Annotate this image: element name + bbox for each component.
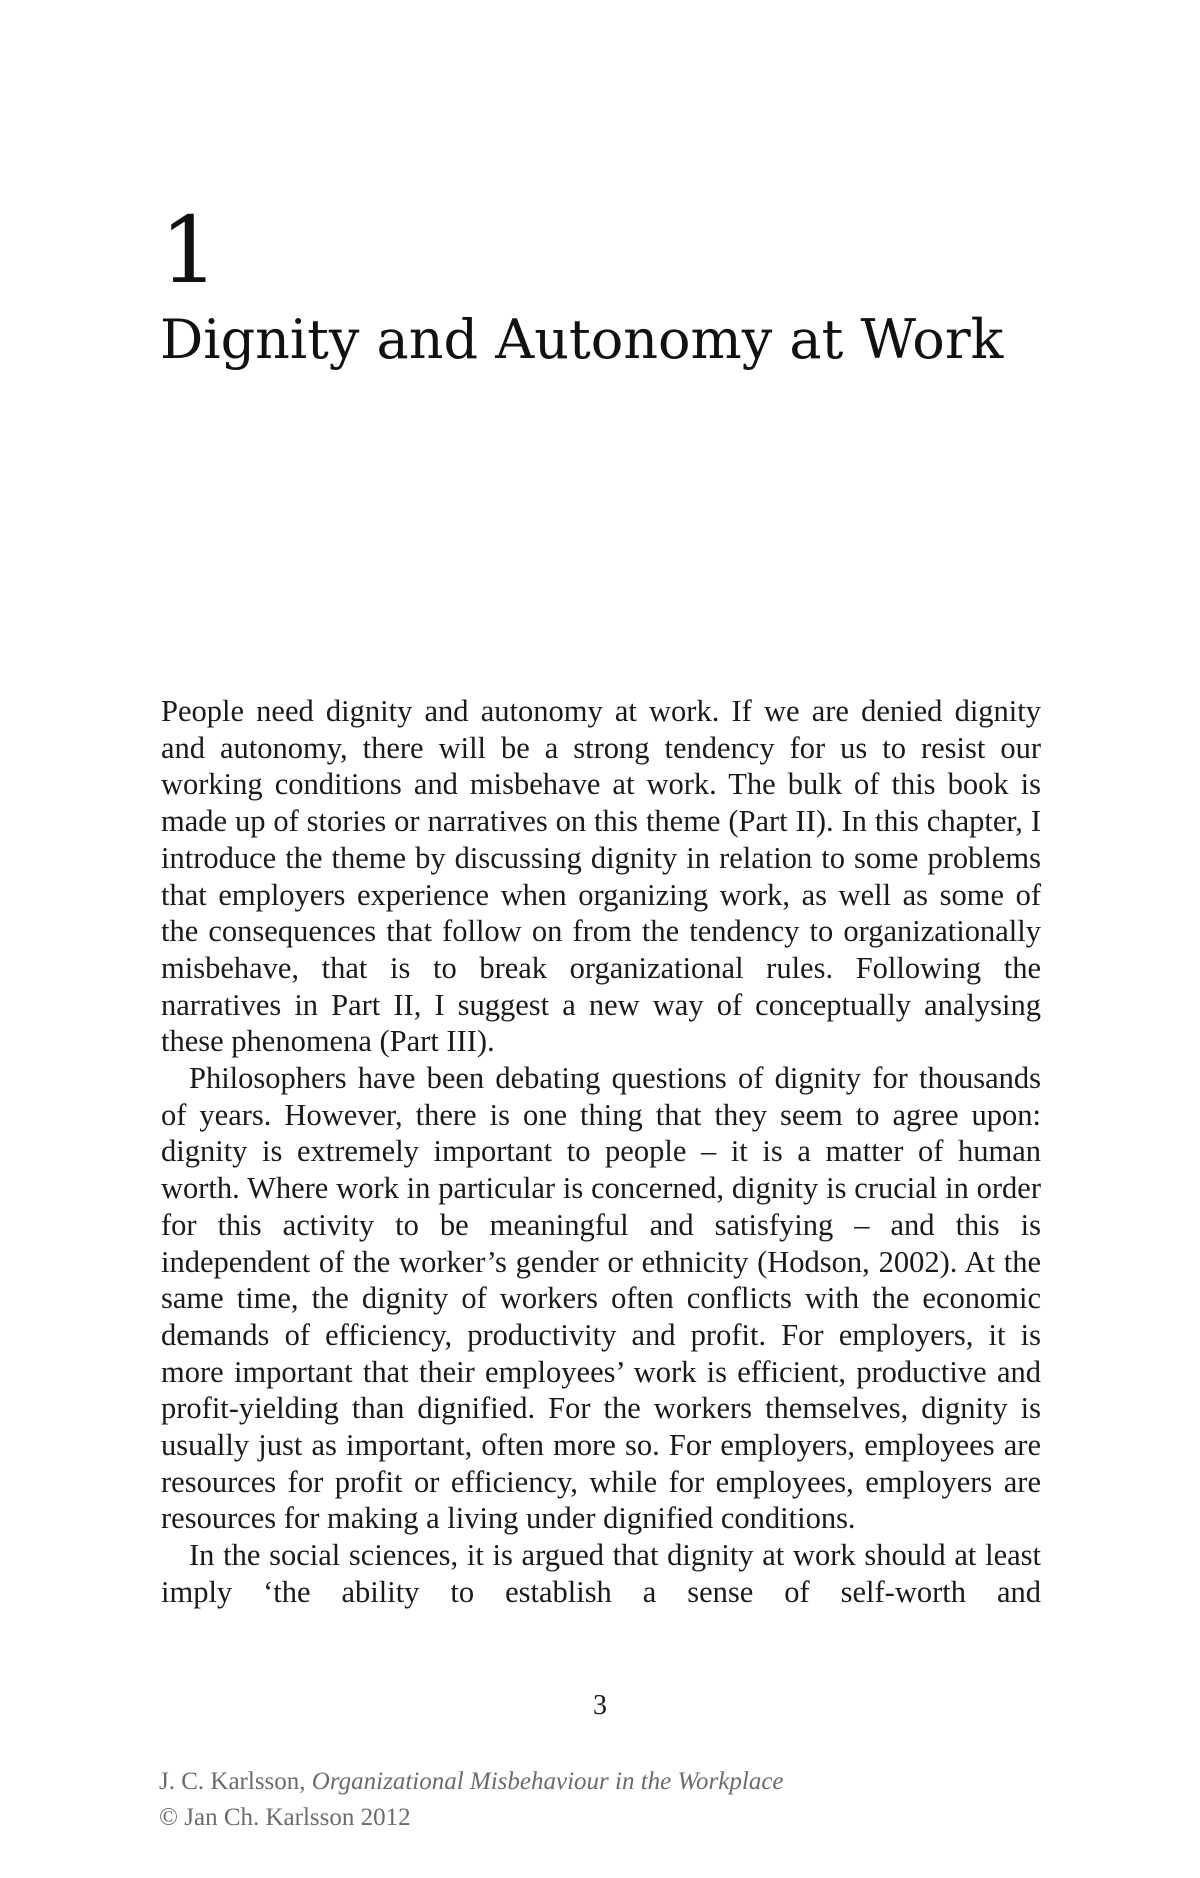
paragraph: In the social sciences, it is argued that dignity at work should at least imply ‘the ability to establish a sense of self-worth and — [161, 1538, 1041, 1609]
paragraph: People need dignity and autonomy at work. If we are denied dignity and autonomy, there will be a strong tendency for us to resist our working conditions and misbehave at work. The bulk of this book is made up of stories or narratives on this theme (Part II). In this chapter, I introduce the theme by discussing dignity in relation to some problems that employers experience when organizing work, as well as some of the consequences that follow on from the tendency to organizationally misbehave, that is to break organizational rules. Following the narratives in Part II, I suggest a new way of conceptually analysing these phenomena (Part III). — [161, 694, 1041, 1059]
footer-book-title: Organizational Misbehaviour in the Workplace — [311, 1768, 784, 1795]
chapter-number: 1 — [160, 197, 219, 304]
footer-author: J. C. Karlsson, — [159, 1768, 306, 1795]
copyright-footer — [159, 1764, 784, 1836]
footer-copyright: © Jan Ch. Karlsson 2012 — [159, 1804, 411, 1831]
chapter-title: Dignity and Autonomy at Work — [160, 308, 1004, 371]
body-text — [161, 693, 1041, 1611]
paragraph: Philosophers have been debating questions of dignity for thousands of years. However, there is one thing that they seem to agree upon: dignity is extremely important to people – it is a matter of human worth. Where work in particular is concerned, dignity is crucial in order for this activity to be meaningful and satisfying – and this is independent of the worker’s gender or ethnicity (Hodson, 2002). At the same time, the dignity of workers often conflicts with the economic demands of efficiency, productivity and profit. For employers, it is more important that their employees’ work is efficient, productive and profit-yielding than dignified. For the workers themselves, dignity is usually just as important, often more so. For employers, employees are resources for profit or efficiency, while for employees, employers are resources for making a living under dignified conditions. — [161, 1061, 1041, 1536]
page-number: 3 — [593, 1690, 607, 1721]
citation-line — [159, 1764, 784, 1800]
